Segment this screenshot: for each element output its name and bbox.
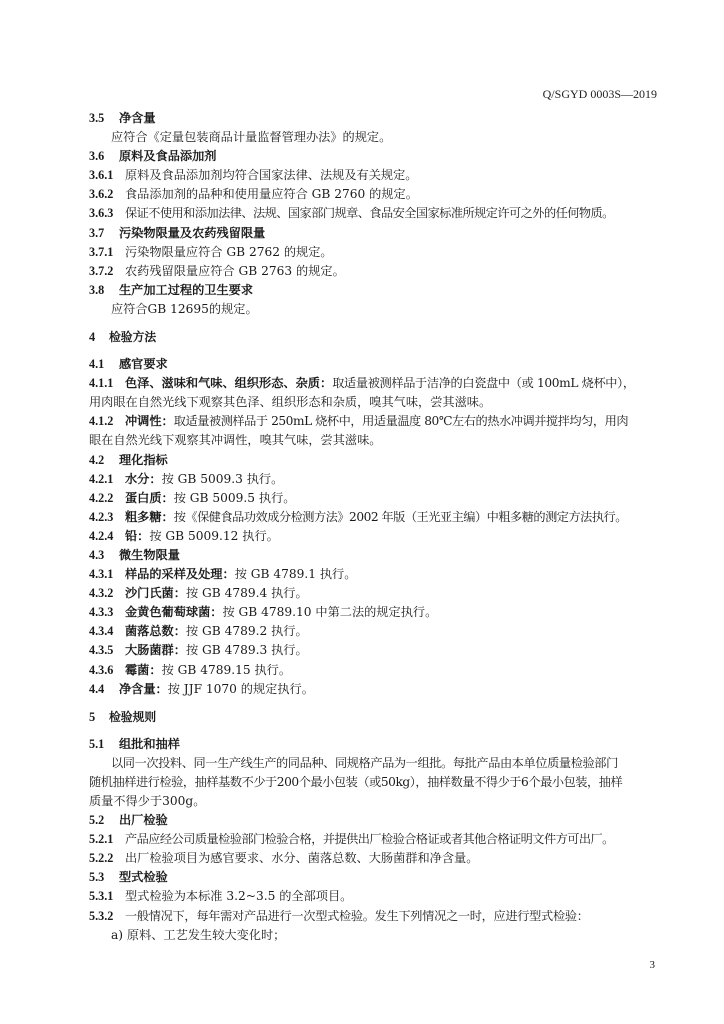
- chapter-4: [89, 328, 657, 347]
- chapter-number: 5: [89, 709, 96, 724]
- chapter-title: 检验方法: [109, 330, 157, 345]
- section-title: 出厂检验: [119, 813, 168, 828]
- section-text: 按 JJF 1070 的规定执行。: [167, 681, 314, 696]
- clause-text: 农药残留限量应符合 GB 2763 的规定。: [125, 263, 345, 278]
- section-number: 4.4: [89, 681, 105, 696]
- clause-number: 5.3.2: [89, 908, 114, 923]
- section-3-6: [89, 147, 657, 166]
- section-number: 3.6: [89, 149, 105, 164]
- clause-title: 霉菌：: [125, 662, 162, 677]
- clause-3-6-2: [89, 185, 657, 204]
- clause-number: 3.6.1: [89, 168, 114, 183]
- clause-4-3-2: [89, 584, 657, 603]
- section-title: 净含量: [119, 111, 156, 125]
- section-4-3: [89, 546, 657, 565]
- clause-title: 沙门氏菌：: [125, 586, 186, 601]
- section-title: 组批和抽样: [119, 736, 180, 751]
- section-3-8: [89, 281, 657, 300]
- section-title: 污染物限量及农药残留限量: [119, 225, 266, 240]
- clause-4-2-1: [89, 470, 657, 489]
- section-3-5-text: 应符合《定量包装商品计量监督管理办法》的规定。: [111, 130, 392, 145]
- clause-4-1-2-continuation: 眼在自然光线下观察其冲调性，嗅其气味，尝其滋味。: [89, 433, 382, 448]
- clause-4-2-3: [89, 508, 657, 527]
- clause-number: 4.2.2: [89, 490, 114, 505]
- page-content: [89, 109, 657, 945]
- clause-text: 按 GB 4789.4 执行。: [185, 586, 308, 601]
- clause-number: 3.7.2: [89, 263, 114, 278]
- clause-title: 蛋白质：: [125, 490, 174, 505]
- section-3-8-text: 应符合GB 12695的规定。: [111, 301, 258, 316]
- clause-4-2-4: [89, 527, 657, 546]
- clause-number: 4.2.4: [89, 528, 114, 543]
- section-number: 4.2: [89, 452, 105, 467]
- clause-3-6-3: [89, 204, 657, 223]
- section-number: 5.3: [89, 870, 105, 885]
- clause-5-2-2: [89, 849, 657, 868]
- section-4-2: [89, 451, 657, 470]
- section-5-1: [89, 735, 657, 754]
- clause-3-6-1: [89, 166, 657, 185]
- clause-text: 按《保健食品功效成分检测方法》2002 年版（王光亚主编）中粗多糖的测定方法执行。: [173, 509, 627, 524]
- clause-text: 按 GB 5009.12 执行。: [149, 528, 279, 543]
- clause-5-3-2: [89, 907, 657, 926]
- section-5-1-line-2: 随机抽样进行检验，抽样基数不少于200个最小包装（或50kg），抽样数量不得少于6个最小包装，抽样: [89, 774, 623, 789]
- clause-text: 污染物限量应符合 GB 2762 的规定。: [125, 244, 333, 259]
- section-title: 净含量：: [119, 681, 168, 696]
- clause-3-7-1: [89, 243, 657, 262]
- section-number: 4.1: [89, 357, 105, 372]
- clause-title: 水分：: [125, 471, 162, 486]
- clause-text: 取适量被测样品于洁净的白瓷盘中（或 100mL 烧杯中），: [332, 376, 635, 391]
- clause-4-2-2: [89, 489, 657, 508]
- section-title: 微生物限量: [119, 547, 180, 562]
- clause-4-1-1: [89, 374, 657, 393]
- clause-number: 5.2.2: [89, 851, 114, 866]
- section-5-2: [89, 811, 657, 830]
- chapter-title: 检验规则: [109, 709, 157, 724]
- clause-number: 4.1.2: [89, 414, 114, 429]
- clause-number: 3.6.3: [89, 206, 114, 221]
- clause-text: 产品应经公司质量检验部门检验合格，并提供出厂检验合格证或者其他合格证明文件方可出厂。: [125, 832, 614, 847]
- clause-text: 按 GB 4789.2 执行。: [185, 624, 308, 639]
- clause-4-3-5: [89, 641, 657, 660]
- clause-number: 4.3.4: [89, 624, 114, 639]
- clause-number: 4.3.6: [89, 662, 114, 677]
- clause-4-1-2: [89, 412, 657, 431]
- clause-text: 食品添加剂的品种和使用量应符合 GB 2760 的规定。: [125, 187, 418, 202]
- clause-number: 4.2.3: [89, 509, 114, 524]
- clause-text: 原料及食品添加剂均符合国家法律、法规及有关规定。: [125, 168, 418, 183]
- section-number: 3.5: [89, 111, 105, 125]
- clause-text: 按 GB 4789.3 执行。: [185, 643, 308, 658]
- clause-text: 保证不使用和添加法律、法规、国家部门规章、食品安全国家标准所规定许可之外的任何物质。: [125, 206, 614, 221]
- section-title: 理化指标: [119, 452, 168, 467]
- clause-text: 取适量被测样品于 250mL 烧杯中，用适量温度 80℃左右的热水冲调并搅拌均匀，用肉: [173, 414, 629, 429]
- clause-5-3-1: [89, 887, 657, 906]
- section-number: 4.3: [89, 547, 105, 562]
- clause-text: 按 GB 4789.15 执行。: [161, 662, 292, 677]
- section-5-3: [89, 868, 657, 887]
- section-title: 感官要求: [119, 357, 168, 372]
- section-title: 原料及食品添加剂: [119, 149, 217, 164]
- clause-title: 菌落总数：: [125, 624, 186, 639]
- section-5-1-line-1: 以同一次投料、同一生产线生产的同品种、同规格产品为一组批。每批产品由本单位质量检验部门: [111, 755, 618, 770]
- clause-title: 铅：: [125, 528, 150, 543]
- clause-number: 4.3.2: [89, 586, 114, 601]
- section-number: 5.1: [89, 736, 105, 751]
- clause-number: 4.3.3: [89, 605, 114, 620]
- section-number: 3.8: [89, 282, 105, 297]
- clause-text: 按 GB 5009.5 执行。: [173, 490, 296, 505]
- clause-title: 粗多糖：: [125, 509, 174, 524]
- clause-title: 色泽、滋味和气味、组织形态、杂质：: [125, 376, 333, 391]
- clause-3-7-2: [89, 262, 657, 281]
- chapter-number: 4: [89, 330, 96, 345]
- section-title: 生产加工过程的卫生要求: [119, 282, 254, 297]
- clause-text: 按 GB 5009.3 执行。: [161, 471, 284, 486]
- list-item-a: a) 原料、工艺发生较大变化时；: [111, 927, 286, 942]
- section-number: 3.7: [89, 225, 105, 240]
- clause-title: 样品的采样及处理：: [125, 567, 235, 582]
- section-3-5: [89, 109, 657, 128]
- clause-4-3-6: [89, 661, 657, 680]
- clause-4-3-1: [89, 565, 657, 584]
- clause-number: 4.1.1: [89, 376, 114, 391]
- clause-4-3-4: [89, 622, 657, 641]
- page-number: 3: [649, 959, 655, 971]
- clause-number: 4.3.5: [89, 643, 114, 658]
- chapter-5: [89, 708, 657, 727]
- clause-title: 金黄色葡萄球菌：: [125, 605, 223, 620]
- clause-title: 大肠菌群：: [125, 643, 186, 658]
- clause-number: 5.2.1: [89, 832, 114, 847]
- document-code: Q/SGYD 0003S—2019: [542, 87, 657, 101]
- clause-text: 按 GB 4789.1 执行。: [234, 567, 357, 582]
- section-3-7: [89, 224, 657, 243]
- clause-4-3-3: [89, 603, 657, 622]
- section-title: 型式检验: [119, 870, 168, 885]
- clause-5-2-1: [89, 830, 657, 849]
- clause-text: 按 GB 4789.10 中第二法的规定执行。: [222, 605, 438, 620]
- clause-number: 3.7.1: [89, 244, 114, 259]
- clause-text: 一般情况下，每年需对产品进行一次型式检验。发生下列情况之一时，应进行型式检验：: [125, 908, 589, 923]
- section-5-1-line-3: 质量不得少于300g。: [89, 794, 206, 808]
- section-number: 5.2: [89, 813, 105, 828]
- clause-number: 5.3.1: [89, 889, 114, 904]
- clause-text: 出厂检验项目为感官要求、水分、菌落总数、大肠菌群和净含量。: [125, 851, 479, 866]
- section-4-4: [89, 680, 657, 699]
- clause-4-1-1-continuation: 用肉眼在自然光线下观察其色泽、组织形态和杂质，嗅其气味，尝其滋味。: [89, 395, 492, 410]
- clause-number: 4.2.1: [89, 471, 114, 486]
- clause-title: 冲调性：: [125, 414, 174, 429]
- clause-text: 型式检验为本标准 3.2~3.5 的全部项目。: [125, 889, 353, 904]
- clause-number: 3.6.2: [89, 187, 114, 202]
- clause-number: 4.3.1: [89, 567, 114, 582]
- section-4-1: [89, 355, 657, 374]
